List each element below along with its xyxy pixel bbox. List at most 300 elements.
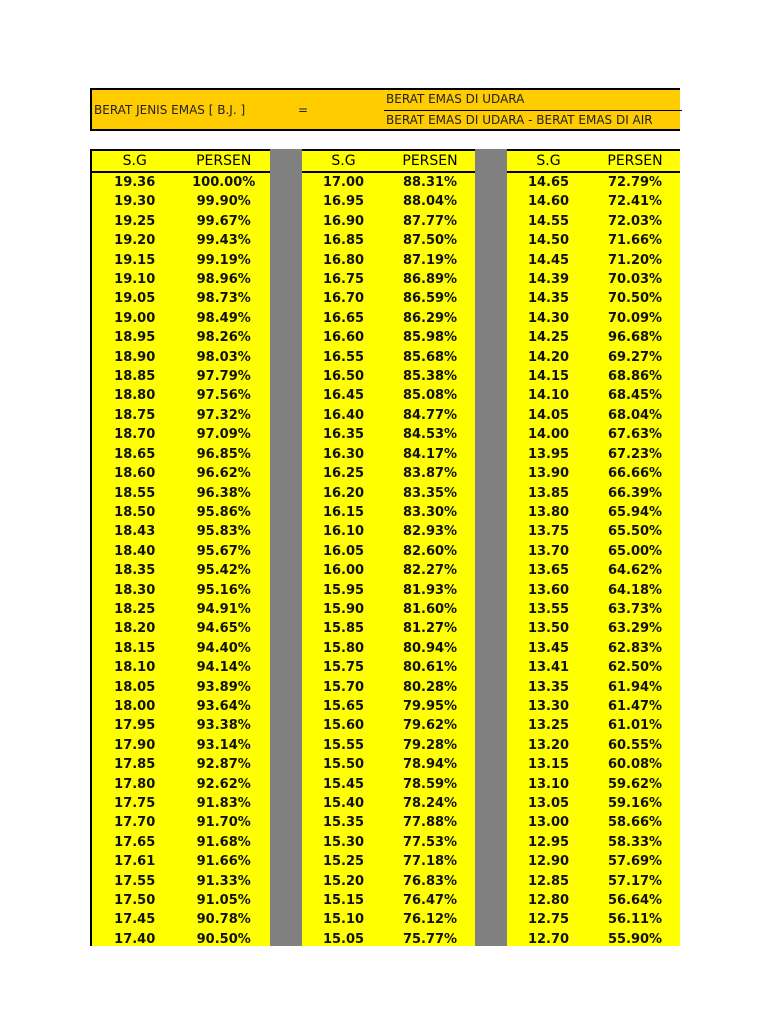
table-row	[507, 445, 680, 464]
sg-cell: 15.60	[322, 718, 365, 734]
persen-cell: 58.66%	[607, 815, 663, 831]
table-row	[302, 212, 475, 231]
sg-cell: 18.50	[114, 504, 156, 520]
sg-cell: 13.95	[527, 446, 570, 462]
persen-cell: 85.98%	[402, 330, 458, 346]
persen-cell: 86.59%	[402, 291, 458, 307]
table-row	[507, 231, 680, 250]
table-row	[302, 600, 475, 619]
persen-cell: 85.38%	[402, 369, 458, 385]
table-row	[302, 930, 475, 949]
table-row	[92, 697, 270, 716]
table-row	[302, 755, 475, 774]
table-header-row	[92, 150, 270, 172]
persen-cell: 84.53%	[402, 427, 458, 443]
table-row	[92, 328, 270, 347]
persen-cell: 99.43%	[196, 233, 251, 249]
table-row	[92, 348, 270, 367]
sg-cell: 18.70	[114, 427, 156, 443]
sg-cell: 17.80	[114, 776, 156, 792]
sg-cell: 16.95	[322, 194, 365, 210]
persen-cell: 62.83%	[607, 640, 663, 656]
table-row	[507, 755, 680, 774]
persen-cell: 71.20%	[607, 252, 663, 268]
persen-cell: 80.28%	[402, 679, 458, 695]
table-row	[92, 445, 270, 464]
persen-cell: 67.23%	[607, 446, 663, 462]
sg-cell: 17.40	[114, 931, 156, 947]
persen-cell: 99.19%	[196, 252, 251, 268]
table-row	[302, 872, 475, 891]
sg-cell: 18.43	[114, 524, 156, 540]
sg-cell: 15.30	[322, 834, 365, 850]
persen-cell: 97.56%	[196, 388, 251, 404]
sg-cell: 18.40	[114, 543, 156, 559]
sg-cell: 17.61	[114, 854, 156, 870]
sg-cell: 16.00	[322, 563, 365, 579]
persen-cell: 83.30%	[402, 504, 458, 520]
table-row	[92, 658, 270, 677]
sg-cell: 16.70	[322, 291, 365, 307]
sg-cell: 13.30	[527, 698, 570, 714]
formula-label: BERAT JENIS EMAS [ B.J. ]	[94, 103, 246, 117]
sg-cell: 18.15	[114, 640, 156, 656]
table-header-row	[302, 150, 475, 172]
persen-cell: 60.08%	[607, 757, 663, 773]
sg-cell: 13.50	[527, 621, 570, 637]
sg-cell: 16.80	[322, 252, 365, 268]
sg-cell: 18.30	[114, 582, 156, 598]
persen-cell: 81.93%	[402, 582, 458, 598]
persen-cell: 81.60%	[402, 601, 458, 617]
table-row	[507, 581, 680, 600]
table-row	[302, 775, 475, 794]
persen-cell: 91.68%	[196, 834, 251, 850]
table-row	[92, 464, 270, 483]
persen-cell: 68.04%	[607, 407, 663, 423]
header-sg: S.G	[302, 150, 385, 172]
sg-cell: 14.65	[527, 175, 570, 190]
persen-cell: 85.68%	[402, 349, 458, 365]
persen-cell: 91.83%	[196, 796, 251, 811]
sg-cell: 16.40	[322, 407, 365, 423]
table-row	[302, 503, 475, 522]
table-header-row	[507, 150, 680, 172]
table-row	[302, 328, 475, 347]
table-row	[92, 891, 270, 910]
table-row	[92, 484, 270, 503]
persen-cell: 79.62%	[402, 718, 458, 734]
persen-cell: 97.79%	[196, 369, 251, 385]
persen-cell: 86.89%	[402, 272, 458, 288]
table-row	[507, 910, 680, 929]
table-row	[507, 464, 680, 483]
table-row	[507, 775, 680, 794]
table-row	[302, 736, 475, 755]
sg-cell: 16.75	[322, 272, 365, 288]
table-row	[302, 309, 475, 328]
persen-cell: 72.41%	[607, 194, 663, 210]
sg-cell: 17.95	[114, 718, 156, 734]
sg-cell: 18.85	[114, 369, 156, 385]
sg-cell: 18.35	[114, 563, 156, 579]
table-row	[302, 561, 475, 580]
sg-cell: 14.45	[527, 252, 570, 268]
table-row	[302, 386, 475, 405]
equals-sign: =	[298, 103, 309, 117]
sg-cell: 15.25	[322, 854, 365, 870]
sg-cell: 12.80	[527, 893, 570, 909]
persen-cell: 70.03%	[607, 272, 663, 288]
persen-cell: 57.17%	[607, 873, 663, 889]
table-row	[302, 678, 475, 697]
persen-cell: 76.47%	[402, 893, 458, 909]
sg-cell: 18.05	[114, 679, 156, 695]
sg-cell: 16.30	[322, 446, 365, 462]
table-row	[507, 852, 680, 871]
header-persen: PERSEN	[590, 150, 680, 172]
persen-cell: 70.09%	[607, 310, 663, 326]
sg-cell: 15.95	[322, 582, 365, 598]
table-row	[302, 794, 475, 813]
sg-cell: 18.10	[114, 660, 156, 676]
table-row	[302, 464, 475, 483]
persen-cell: 98.73%	[196, 291, 251, 307]
persen-cell: 66.66%	[607, 466, 663, 482]
table-row	[92, 755, 270, 774]
table-row	[92, 270, 270, 289]
table-row	[92, 930, 270, 949]
persen-cell: 87.77%	[402, 213, 458, 229]
sg-cell: 19.36	[114, 175, 156, 190]
table-row	[507, 930, 680, 949]
sg-cell: 14.30	[527, 310, 570, 326]
persen-cell: 94.40%	[196, 640, 251, 656]
sg-cell: 19.15	[114, 252, 156, 268]
table-row	[507, 542, 680, 561]
sg-cell: 17.70	[114, 815, 156, 831]
table-row	[92, 910, 270, 929]
sg-cell: 17.00	[322, 175, 365, 190]
table-row	[507, 348, 680, 367]
table-row	[302, 406, 475, 425]
sg-cell: 19.30	[114, 194, 156, 210]
persen-cell: 84.17%	[402, 446, 458, 462]
persen-cell: 60.55%	[607, 737, 663, 753]
table-row	[92, 425, 270, 444]
persen-cell: 78.59%	[402, 776, 458, 792]
sg-cell: 15.50	[322, 757, 365, 773]
persen-cell: 68.86%	[607, 369, 663, 385]
sg-cell: 16.20	[322, 485, 365, 501]
sg-cell: 15.40	[322, 796, 365, 811]
table-row	[507, 872, 680, 891]
sg-table-2	[302, 149, 475, 949]
table-row	[92, 813, 270, 832]
formula-denominator: BERAT EMAS DI UDARA - BERAT EMAS DI AIR	[386, 113, 653, 127]
persen-cell: 78.94%	[402, 757, 458, 773]
sg-table-1	[92, 149, 270, 949]
table-row	[507, 386, 680, 405]
table-row	[302, 484, 475, 503]
persen-cell: 98.49%	[196, 310, 251, 326]
persen-cell: 70.50%	[607, 291, 663, 307]
sg-cell: 15.55	[322, 737, 365, 753]
persen-cell: 58.33%	[607, 834, 663, 850]
sg-cell: 13.90	[527, 466, 570, 482]
persen-cell: 82.27%	[402, 563, 458, 579]
sg-cell: 16.15	[322, 504, 365, 520]
table-row	[92, 309, 270, 328]
table-row	[507, 192, 680, 211]
persen-cell: 63.29%	[607, 621, 663, 637]
persen-cell: 71.66%	[607, 233, 663, 249]
table-row	[92, 678, 270, 697]
sg-cell: 18.55	[114, 485, 156, 501]
persen-cell: 92.87%	[196, 757, 251, 773]
persen-cell: 59.16%	[607, 796, 663, 811]
sg-cell: 14.55	[527, 213, 570, 229]
sg-cell: 18.00	[114, 698, 156, 714]
sg-cell: 15.10	[322, 912, 365, 928]
persen-cell: 57.69%	[607, 854, 663, 870]
table-block-3	[507, 149, 680, 946]
sg-cell: 19.25	[114, 213, 156, 229]
sg-cell: 14.20	[527, 349, 570, 365]
sg-cell: 14.50	[527, 233, 570, 249]
persen-cell: 95.67%	[196, 543, 251, 559]
table-row	[92, 736, 270, 755]
conversion-tables	[90, 149, 680, 946]
table-block-1	[90, 149, 270, 946]
persen-cell: 80.61%	[402, 660, 458, 676]
table-row	[302, 716, 475, 735]
sg-cell: 18.90	[114, 349, 156, 365]
sg-cell: 16.60	[322, 330, 365, 346]
sg-cell: 14.39	[527, 272, 570, 288]
persen-cell: 88.04%	[402, 194, 458, 210]
persen-cell: 65.94%	[607, 504, 663, 520]
table-row	[92, 231, 270, 250]
table-row	[507, 794, 680, 813]
sg-cell: 18.25	[114, 601, 156, 617]
sg-cell: 13.80	[527, 504, 570, 520]
table-row	[92, 716, 270, 735]
persen-cell: 86.29%	[402, 310, 458, 326]
persen-cell: 98.03%	[196, 349, 251, 365]
table-row	[92, 172, 270, 192]
sg-cell: 13.55	[527, 601, 570, 617]
table-row	[302, 813, 475, 832]
table-row	[92, 619, 270, 638]
table-row	[92, 639, 270, 658]
persen-cell: 100.00%	[192, 175, 256, 190]
persen-cell: 93.38%	[196, 718, 251, 734]
table-block-2	[302, 149, 475, 946]
table-row	[302, 522, 475, 541]
sg-cell: 17.65	[114, 834, 156, 850]
persen-cell: 62.50%	[607, 660, 663, 676]
table-row	[92, 775, 270, 794]
table-row	[507, 328, 680, 347]
sg-cell: 16.25	[322, 466, 365, 482]
sg-cell: 18.95	[114, 330, 156, 346]
persen-cell: 94.65%	[196, 621, 251, 637]
table-row	[92, 251, 270, 270]
persen-cell: 91.33%	[196, 873, 251, 889]
table-row	[302, 852, 475, 871]
table-row	[302, 172, 475, 192]
table-row	[302, 833, 475, 852]
persen-cell: 77.88%	[402, 815, 458, 831]
sg-cell: 14.15	[527, 369, 570, 385]
sg-cell: 13.20	[527, 737, 570, 753]
sg-cell: 14.00	[527, 427, 570, 443]
sg-cell: 15.35	[322, 815, 365, 831]
sg-cell: 15.05	[322, 931, 365, 947]
persen-cell: 83.87%	[402, 466, 458, 482]
persen-cell: 94.91%	[196, 601, 251, 617]
persen-cell: 61.47%	[607, 698, 663, 714]
persen-cell: 56.64%	[607, 893, 663, 909]
table-row	[92, 367, 270, 386]
sg-cell: 17.90	[114, 737, 156, 753]
table-row	[507, 270, 680, 289]
table-row	[92, 600, 270, 619]
sg-cell: 13.15	[527, 757, 570, 773]
persen-cell: 95.83%	[196, 524, 251, 540]
table-row	[507, 833, 680, 852]
table-row	[302, 231, 475, 250]
persen-cell: 82.60%	[402, 543, 458, 559]
table-row	[507, 425, 680, 444]
sg-cell: 13.00	[527, 815, 570, 831]
formula-header	[90, 88, 680, 131]
persen-cell: 66.39%	[607, 485, 663, 501]
persen-cell: 61.94%	[607, 679, 663, 695]
persen-cell: 77.18%	[402, 854, 458, 870]
sg-cell: 15.20	[322, 873, 365, 889]
sg-cell: 13.35	[527, 679, 570, 695]
sg-cell: 12.75	[527, 912, 570, 928]
persen-cell: 96.85%	[196, 446, 251, 462]
sg-cell: 18.60	[114, 466, 156, 482]
sg-cell: 13.60	[527, 582, 570, 598]
table-row	[507, 658, 680, 677]
sg-cell: 16.35	[322, 427, 365, 443]
persen-cell: 99.67%	[196, 213, 251, 229]
table-row	[92, 386, 270, 405]
sg-cell: 14.35	[527, 291, 570, 307]
table-row	[302, 639, 475, 658]
sg-cell: 16.45	[322, 388, 365, 404]
sg-cell: 16.50	[322, 369, 365, 385]
table-row	[92, 581, 270, 600]
sg-cell: 15.65	[322, 698, 365, 714]
persen-cell: 97.32%	[196, 407, 251, 423]
sg-cell: 19.00	[114, 310, 156, 326]
persen-cell: 99.90%	[196, 194, 251, 210]
sg-cell: 12.70	[527, 931, 570, 947]
table-row	[302, 542, 475, 561]
persen-cell: 96.68%	[607, 330, 663, 346]
table-row	[92, 872, 270, 891]
fraction-bar	[384, 110, 682, 111]
table-row	[92, 852, 270, 871]
sg-cell: 15.70	[322, 679, 365, 695]
sg-cell: 19.20	[114, 233, 156, 249]
sg-cell: 19.10	[114, 272, 156, 288]
persen-cell: 95.42%	[196, 563, 251, 579]
sg-cell: 18.20	[114, 621, 156, 637]
sg-cell: 13.05	[527, 796, 570, 811]
persen-cell: 59.62%	[607, 776, 663, 792]
table-row	[302, 910, 475, 929]
sg-cell: 15.45	[322, 776, 365, 792]
sg-cell: 18.80	[114, 388, 156, 404]
table-row	[507, 600, 680, 619]
persen-cell: 77.53%	[402, 834, 458, 850]
persen-cell: 63.73%	[607, 601, 663, 617]
table-row	[507, 309, 680, 328]
persen-cell: 98.96%	[196, 272, 251, 288]
sg-cell: 17.85	[114, 757, 156, 773]
persen-cell: 69.27%	[607, 349, 663, 365]
table-row	[507, 619, 680, 638]
table-row	[302, 348, 475, 367]
table-row	[92, 794, 270, 813]
table-row	[507, 503, 680, 522]
table-row	[507, 697, 680, 716]
sg-table-3	[507, 149, 680, 949]
persen-cell: 95.86%	[196, 504, 251, 520]
persen-cell: 92.62%	[196, 776, 251, 792]
table-row	[302, 697, 475, 716]
sg-cell: 15.90	[322, 601, 365, 617]
persen-cell: 93.14%	[196, 737, 251, 753]
persen-cell: 67.63%	[607, 427, 663, 443]
sg-cell: 15.80	[322, 640, 365, 656]
persen-cell: 91.05%	[196, 893, 251, 909]
table-row	[507, 716, 680, 735]
persen-cell: 96.38%	[196, 485, 251, 501]
persen-cell: 64.62%	[607, 563, 663, 579]
sg-cell: 17.45	[114, 912, 156, 928]
sg-cell: 15.85	[322, 621, 365, 637]
header-persen: PERSEN	[385, 150, 475, 172]
table-row	[507, 484, 680, 503]
persen-cell: 98.26%	[196, 330, 251, 346]
formula-numerator: BERAT EMAS DI UDARA	[386, 92, 525, 106]
table-row	[507, 561, 680, 580]
sg-cell: 12.95	[527, 834, 570, 850]
persen-cell: 78.24%	[402, 796, 458, 811]
persen-cell: 95.16%	[196, 582, 251, 598]
sg-cell: 14.10	[527, 388, 570, 404]
table-row	[507, 367, 680, 386]
table-row	[507, 891, 680, 910]
persen-cell: 80.94%	[402, 640, 458, 656]
sg-cell: 14.25	[527, 330, 570, 346]
sg-cell: 16.10	[322, 524, 365, 540]
sg-cell: 17.55	[114, 873, 156, 889]
table-row	[507, 212, 680, 231]
sg-cell: 13.25	[527, 718, 570, 734]
sg-cell: 14.60	[527, 194, 570, 210]
table-row	[302, 270, 475, 289]
table-row	[507, 678, 680, 697]
header-sg: S.G	[507, 150, 590, 172]
